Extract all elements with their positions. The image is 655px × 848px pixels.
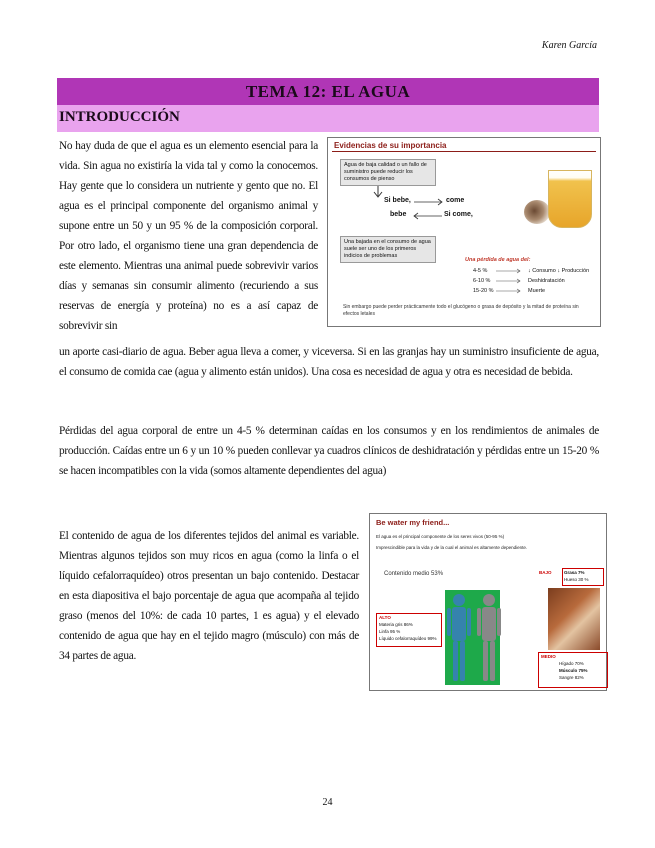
page-number: 24	[322, 797, 333, 808]
bajo-grasa: Grasa 7%	[564, 570, 585, 575]
alto-item: Linfa 95 %	[379, 629, 401, 634]
author-name: Karen García	[541, 40, 597, 51]
alto-item: Líquido cefalorraquídeo 99%	[379, 636, 437, 641]
section-heading: INTRODUCCIÓN	[59, 109, 180, 125]
slide1-loss-title: Una pérdida de agua del:	[465, 257, 531, 263]
slide1-row-effect: Muerte	[528, 288, 546, 294]
page-title: TEMA 12: EL AGUA	[245, 82, 411, 101]
slide1-row-pct: 4-5 %	[473, 268, 488, 274]
paragraph-intro-side: No hay duda de que el agua es un elemento esencial para la vida. Sin agua no existiría la vida tal y como la conocemos. Hay gente que lo considera un nutriente y gento que no. El agua es el principal componente del organismo animal y supone entre un 50 y un 95 % de la composición corporal. Por otro lado, el organismo tiene una gran dependencia de este elemento. Mientras una animal puede sobrevivir varios días y semanas sin consumir alimento (recuriendo a sus reservas de energía y proteína) no es a así capaz de sobrevivir sin	[59, 140, 318, 332]
medio-item: Músculo 75%	[559, 668, 588, 673]
slide1-title-rule	[332, 151, 596, 152]
animals-image	[524, 200, 550, 224]
slide1-footer: Sin embargo puede perder prácticamente todo el glucógeno o grasa de depósito y la mitad de proteína sin efectos letales	[343, 304, 579, 317]
slide1-row-pct: 6-10 %	[473, 278, 491, 284]
slide1-row-effect: Deshidratación	[528, 278, 565, 284]
slide2-line1: El agua es el principal componente de los seres vivos (50-95 %)	[376, 534, 505, 539]
paragraph-water-loss: Pérdidas del agua corporal de entre un 4-5 % determinan caídas en los consumos y en los rendimientos de animales de producción. Caídas entre un 6 y un 10 % pueden conllevar ya cuadros clínicos de deshidratación y pérdidas entre un 15-20 % se hacen incompatibles con la vida (somos altamente dependientes del agua)	[59, 425, 599, 477]
alto-label: ALTO	[379, 615, 391, 620]
slide1-box-top: Agua de baja calidad o un fallo de suministro puede reducir los consumos de pienso	[340, 159, 436, 186]
slide1-title: Evidencias de su importancia	[334, 141, 447, 150]
paragraph-intro-full: un aporte casi-diario de agua. Beber agua lleva a comer, y viceversa. Si en las granjas hay un suministro insuficiente de agua, el consumo de comida cae (agua y alimento están unidos). Una cosa es necesidad de agua y otra es necesidad de bebida.	[59, 346, 599, 378]
medio-label: MEDIO	[541, 654, 556, 659]
slide2-title: Be water my friend...	[376, 518, 450, 527]
slide2-line2: Imprescindible para la vida y de la cual el animal es altamente dependiente.	[376, 545, 528, 550]
arrow-left-icon	[412, 212, 442, 220]
slide2-alto-box	[376, 613, 442, 647]
slide1-bebe: bebe	[390, 211, 407, 218]
arrow-right-icon	[414, 198, 444, 206]
slide-be-water	[369, 513, 607, 691]
slide1-row-pct: 15-20 %	[473, 288, 494, 294]
medio-item: Hígado 70%	[559, 661, 584, 666]
slide1-si-bebe: Si bebe,	[384, 197, 411, 204]
bajo-label: BAJO	[539, 570, 552, 575]
slide2-contenido: Contenido medio 53%	[384, 571, 444, 577]
slide2-bajo-box	[539, 568, 604, 586]
paragraph-tissue-water: El contenido de agua de los diferentes tejidos del animal es variable. Mientras algunos tejidos son muy ricos en agua (como la linfa o el líquido cefalorraquídeo) otros presentan un bajo contenido. Destacar en esta diapositiva el bajo porcentaje de agua que acompaña al tejido graso (menos del 10%: de cada 10 partes, 1 es agua) y el elevado contenido de agua que hay en el tejido magro (músculo) con más de 34 partes de agua.	[59, 530, 359, 662]
slide1-row-effect: ↓ Consumo ↓ Producción	[528, 268, 590, 274]
slide1-si-come: Si come,	[444, 211, 473, 218]
medio-item: Sangre 82%	[559, 675, 584, 680]
section-bar	[57, 105, 599, 132]
slide1-come: come	[446, 197, 465, 204]
slide-evidence-importance	[327, 137, 601, 327]
row-arrows-icon	[496, 268, 524, 298]
human-figures-icon	[445, 590, 525, 685]
slide2-medio-box	[538, 652, 608, 688]
bajo-hueso: Hueso 30 %	[564, 577, 589, 582]
slide1-box-bottom: Una bajada en el consumo de agua suele ser uno de los primeros indicios de problemas	[340, 236, 436, 263]
title-bar	[57, 78, 599, 105]
beer-glass-image	[548, 170, 592, 228]
muscle-tissue-image	[548, 588, 600, 650]
alto-item: Materia gris 86%	[379, 622, 413, 627]
